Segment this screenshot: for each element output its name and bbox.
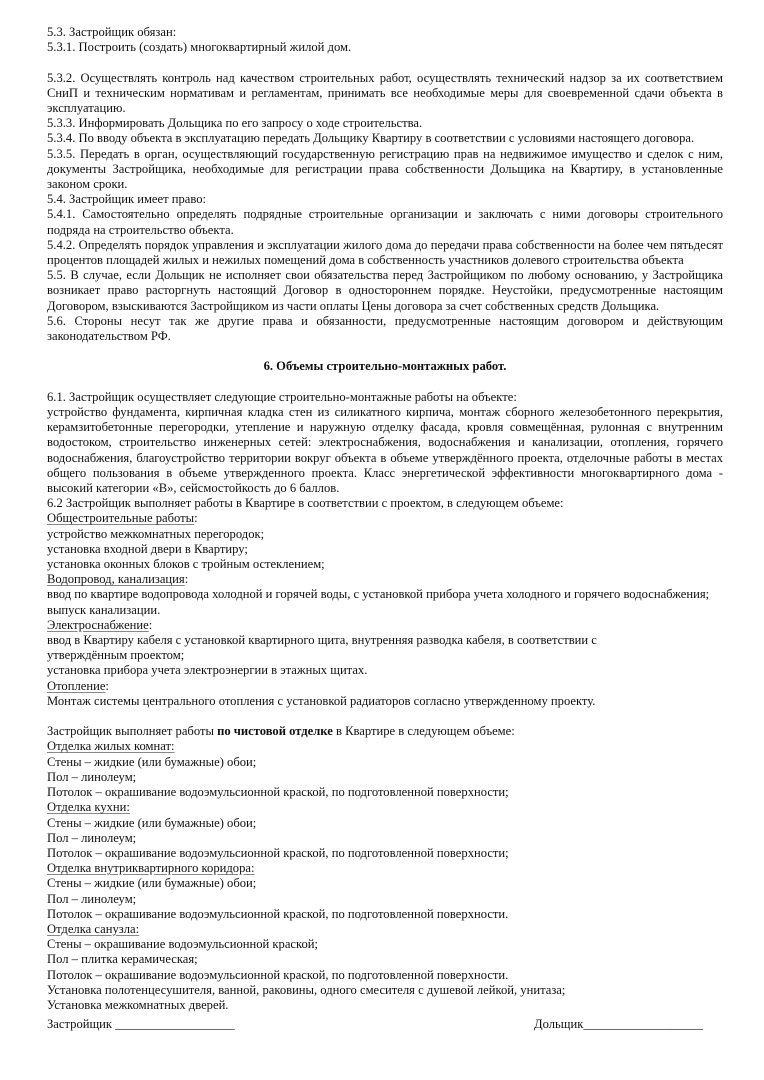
list-item: ввод по квартире водопровода холодной и горячей воды, с установкой прибора учета холодного и горячего водоснабжения; <box>47 587 710 602</box>
spacer <box>47 709 723 724</box>
list-item: Монтаж системы центрального отопления с установкой радиаторов согласно утвержденному проекту. <box>47 693 596 708</box>
heating-heading: Отопление: <box>47 678 109 693</box>
list-item: выпуск канализации. <box>47 602 161 617</box>
plumbing-heading: Водопровод, канализация: <box>47 572 189 587</box>
clause-5-3-3: 5.3.3. Информировать Дольщика по его запросу о ходе строительства. <box>47 116 423 131</box>
list-item: Потолок – окрашивание водоэмульсионной краской, по подготовленной поверхности. <box>47 906 509 921</box>
shareholder-signature: Дольщик___________________ <box>534 1017 703 1032</box>
bathroom-heading: Отделка санузла: <box>47 921 140 936</box>
list-item: Установка межкомнатных дверей. <box>47 997 229 1012</box>
list-item: устройство межкомнатных перегородок; <box>47 526 265 541</box>
developer-signature: Застройщик ___________________ <box>47 1017 235 1032</box>
list-item: установка оконных блоков с тройным остеклением; <box>47 557 325 572</box>
clause-6-1-body: устройство фундамента, кирпичная кладка стен из силикатного кирпича, монтаж сборного железобетонного перекрытия, керамзитобетонные перегородки, утепление и наружную отделку фасада, кровля совмещённая, рулонная с внутренним водостоком, строительство инженерных сетей: электроснабжения, водоснабжения и канализации, отопления, горячего водоснабжения, благоустройство территории вокруг объекта в объеме утверждённого проекта, отделочные работы в местах общего пользования в объеме утвержденного проекта. Класс энергетической эффективности многоквартирного дома - высокий категории «В», сейсмостойкость до 6 баллов. <box>47 405 723 496</box>
list-item: Установка полотенцесушителя, ванной, раковины, одного смесителя с душевой лейкой, унитаза; <box>47 982 566 997</box>
list-item: Стены – жидкие (или бумажные) обои; <box>47 815 257 830</box>
kitchen-heading: Отделка кухни: <box>47 800 130 815</box>
list-item: Пол – линолеум; <box>47 891 137 906</box>
list-item: установка прибора учета электроэнергии в этажных щитах. <box>47 663 368 678</box>
list-item: Пол – линолеум; <box>47 769 137 784</box>
clause-5-4: 5.4. Застройщик имеет право: <box>47 192 207 207</box>
spacer <box>47 55 723 70</box>
clause-5-3: 5.3. Застройщик обязан: <box>47 25 177 39</box>
finish-intro: Застройщик выполняет работы по чистовой отделке в Квартире в следующем объеме: <box>47 724 515 739</box>
clause-5-3-1: 5.3.1. Построить (создать) многоквартирный жилой дом. <box>47 40 352 55</box>
clause-6-2-heading: 6.2 Застройщик выполняет работы в Квартире в соответствии с проектом, в следующем объеме: <box>47 496 564 511</box>
list-item: Пол – линолеум; <box>47 830 137 845</box>
section-6-title: 6. Объемы строительно-монтажных работ. <box>263 359 507 374</box>
list-item: Потолок – окрашивание водоэмульсионной краской, по подготовленной поверхности; <box>47 845 509 860</box>
list-item: Стены – жидкие (или бумажные) обои; <box>47 876 257 891</box>
clause-5-4-1: 5.4.1. Самостоятельно определять подрядные строительные организации и заключать с ними договоры строительного подряда на строительство объекта. <box>47 207 723 237</box>
spacer <box>47 344 723 359</box>
clause-6-1-heading: 6.1. Застройщик осуществляет следующие строительно-монтажные работы на объекте: <box>47 389 517 404</box>
list-item: Потолок – окрашивание водоэмульсионной краской, по подготовленной поверхности. <box>47 967 509 982</box>
corridor-heading: Отделка внутриквартирного коридора: <box>47 861 255 876</box>
clause-5-3-2: 5.3.2. Осуществлять контроль над качеством строительных работ, осуществлять технический надзор за их соответствием СниП и техническим нормативам и регламентам, принимать все необходимые меры для своевременной сдачи объекта в эксплуатацию. <box>47 70 723 115</box>
general-works-heading: Общестроительные работы: <box>47 511 198 526</box>
list-item: Потолок – окрашивание водоэмульсионной краской, по подготовленной поверхности; <box>47 785 509 800</box>
clause-5-5: 5.5. В случае, если Дольщик не исполняет свои обязательства перед Застройщиком по любому основанию, у Застройщика возникает право расторгнуть настоящий Договор в одностороннем порядке. Неустойки, предусмотренные настоящим Договором, взыскиваются Застройщиком из части оплаты Цены договора за счет собственных средств Дольщика. <box>47 268 723 313</box>
list-item: Стены – окрашивание водоэмульсионной краской; <box>47 937 319 952</box>
rooms-heading: Отделка жилых комнат: <box>47 739 175 754</box>
list-item: установка входной двери в Квартиру; <box>47 541 248 556</box>
clause-5-3-4: 5.3.4. По вводу объекта в эксплуатацию передать Дольщику Квартиру в соответствии с условиями настоящего договора. <box>47 131 695 146</box>
signature-row <box>47 1017 723 1032</box>
list-item: Стены – жидкие (или бумажные) обои; <box>47 754 257 769</box>
clause-5-3-5: 5.3.5. Передать в орган, осуществляющий государственную регистрацию прав на недвижимое имущество и сделок с ним, документы Застройщика, необходимые для регистрации права собственности Дольщика на Квартиру, в установленные законом сроки. <box>47 146 723 192</box>
electric-heading: Электроснабжение: <box>47 617 153 632</box>
list-item: ввод в Квартиру кабеля с установкой квартирного щита, внутренняя разводка кабеля, в соответствии с утверждённым проектом; <box>47 633 597 663</box>
clause-5-6: 5.6. Стороны несут так же другие права и обязанности, предусмотренные настоящим договором и действующим законодательством РФ. <box>47 313 723 344</box>
document-page <box>47 25 723 1032</box>
clause-5-4-2: 5.4.2. Определять порядок управления и эксплуатации жилого дома до передачи права собственности на более чем пятьдесят процентов площадей жилых и нежилых помещений дома в собственность участников долевого строительства объекта <box>47 237 723 268</box>
list-item: Пол – плитка керамическая; <box>47 952 198 967</box>
spacer <box>47 375 723 390</box>
